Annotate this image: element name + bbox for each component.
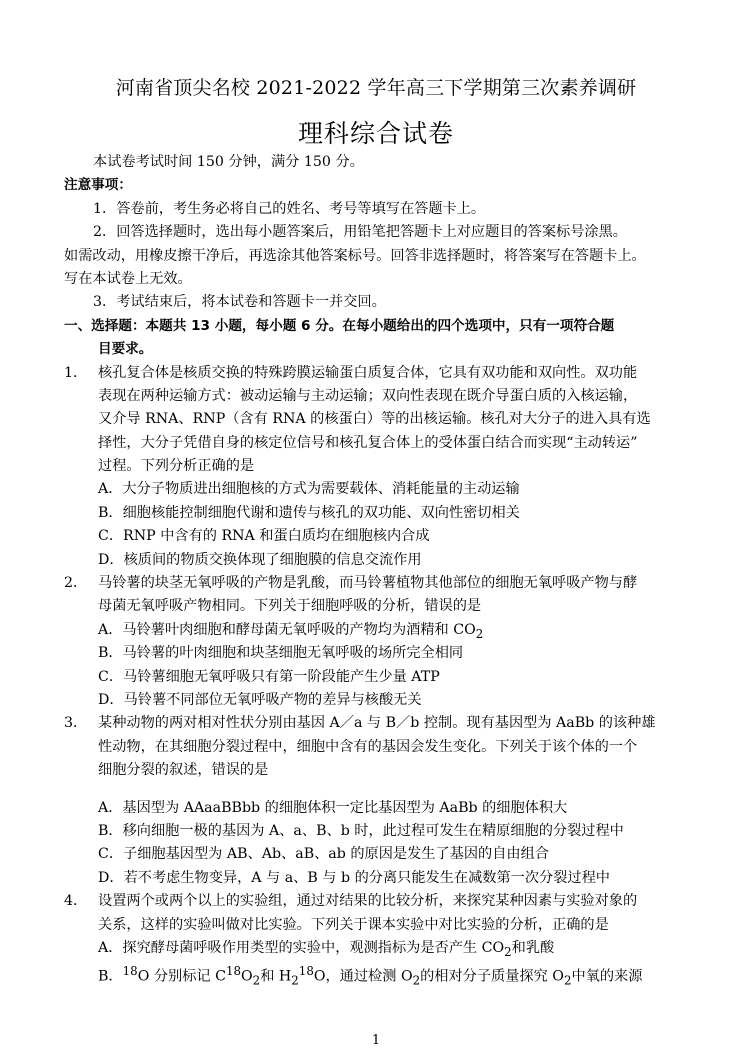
- question-1: [64, 362, 690, 573]
- question-number: 3．: [64, 715, 88, 732]
- question-stem: 细胞分裂的叙述，错误的是: [98, 762, 269, 779]
- notice-item-2-cont: 如需改动，用橡皮擦干净后，再选涂其他答案标号。回答非选择题时，将答案写在答题卡上。: [64, 247, 646, 264]
- section-heading: 一、选择题：本题共 13 小题，每小题 6 分。在每小题给出的四个选项中，只有一项符合题: [64, 317, 615, 334]
- option-c: C．子细胞基因型为 AB、Ab、aB、ab 的原因是发生了基因的自由组合: [98, 846, 549, 863]
- option-d: D．若不考虑生物变异，A 与 a、B 与 b 的分离只能发生在减数第一次分裂过程中: [98, 869, 610, 886]
- option-b: B．马铃薯的叶肉细胞和块茎细胞无氧呼吸的场所完全相同: [98, 645, 464, 662]
- question-stem: 关系，这样的实验叫做对比实验。下列关于课本实验中对比实验的分析，正确的是: [98, 916, 609, 933]
- option-a: A．大分子物质进出细胞核的方式为需要载体、消耗能量的主动运输: [98, 481, 520, 498]
- exam-body: [64, 151, 690, 988]
- exam-subtitle: 理科综合试卷: [297, 119, 454, 148]
- notice-heading: 注意事项：: [64, 177, 132, 194]
- exam-time-note: 本试卷考试时间 150 分钟，满分 150 分。: [93, 154, 364, 170]
- exam-title: 河南省顶尖名校 2021-2022 学年高三下学期第三次素养调研: [115, 77, 637, 99]
- question-stem: 表现在两种运输方式：被动运输与主动运输；双向性表现在既介导蛋白质的入核运输，: [98, 387, 638, 404]
- question-stem: 择性，大分子凭借自身的核定位信号和核孔复合体上的受体蛋白结合而实现“主动转运”: [98, 434, 638, 451]
- question-number: 4．: [64, 893, 88, 910]
- page-number: 1: [371, 1033, 381, 1048]
- option-a: A．基因型为 AAaaBBbb 的细胞体积一定比基因型为 AaBb 的细胞体积大: [98, 799, 568, 816]
- question-stem: 核孔复合体是核质交换的特殊跨膜运输蛋白质复合体，它具有双功能和双向性。双功能: [98, 364, 638, 381]
- option-b: B．细胞核能控制细胞代谢和遗传与核孔的双功能、双向性密切相关: [98, 504, 520, 521]
- notice-item-3: 3．考试结束后，将本试卷和答题卡一并交回。: [93, 294, 386, 311]
- question-2: [64, 572, 690, 712]
- option-a: A．马铃薯叶肉细胞和酵母菌无氧呼吸的产物均为酒精和 $CO_2$: [98, 621, 484, 641]
- option-a: A．探究酵母菌呼吸作用类型的实验中，观测指标为是否产生 $CO_2$和乳酸: [98, 939, 555, 959]
- question-stem: 某种动物的两对相对性状分别由基因 A／a 与 B／b 控制。现有基因型为 AaBb 的该种雄: [98, 715, 656, 732]
- option-d: D．核质间的物质交换体现了细胞膜的信息交流作用: [98, 551, 422, 568]
- notice-item-2-cont: 写在本试卷上无效。: [64, 270, 192, 287]
- option-b: B．$^{18}$O 分别标记 $C^{18}O_2$和 $H_2^{18}O$，通过检测 $O_2$的相对分子质量探究 $O_2$中氧的来源: [98, 964, 643, 988]
- option-c: C．RNP 中含有的 RNA 和蛋白质均在细胞核内合成: [98, 528, 430, 545]
- option-d: D．马铃薯不同部位无氧呼吸产物的差异与核酸无关: [98, 691, 422, 708]
- notice-item-1: 1．答卷前，考生务必将自己的姓名、考号等填写在答题卡上。: [93, 200, 486, 217]
- option-b: B．移向细胞一极的基因为 A、a、B、b 时，此过程可发生在精原细胞的分裂过程中: [98, 822, 624, 839]
- question-number: 1．: [64, 364, 88, 381]
- question-stem: 设置两个或两个以上的实验组，通过对结果的比较分析，来探究某种因素与实验对象的: [98, 893, 638, 910]
- section-heading-cont: 目要求。: [98, 341, 153, 358]
- question-stem: 马铃薯的块茎无氧呼吸的产物是乳酸，而马铃薯植物其他部位的细胞无氧呼吸产物与酵: [98, 575, 638, 592]
- question-stem: 又介导 RNA、RNP（含有 RNA 的核蛋白）等的出核运输。核孔对大分子的进入具有选: [98, 411, 651, 428]
- question-stem: 性动物，在其细胞分裂过程中，细胞中含有的基因会发生变化。下列关于该个体的一个: [98, 738, 638, 755]
- question-number: 2．: [64, 575, 88, 592]
- question-stem: 母菌无氧呼吸产物相同。下列关于细胞呼吸的分析，错误的是: [98, 598, 482, 615]
- question-3: [64, 712, 690, 890]
- option-c: C．马铃薯细胞无氧呼吸只有第一阶段能产生少量 ATP: [98, 668, 440, 685]
- question-stem: 过程。下列分析正确的是: [98, 458, 255, 475]
- question-4: [64, 890, 690, 988]
- notice-item-2: 2．回答选择题时，选出每小题答案后，用铅笔把答题卡上对应题目的答案标号涂黑。: [93, 224, 627, 241]
